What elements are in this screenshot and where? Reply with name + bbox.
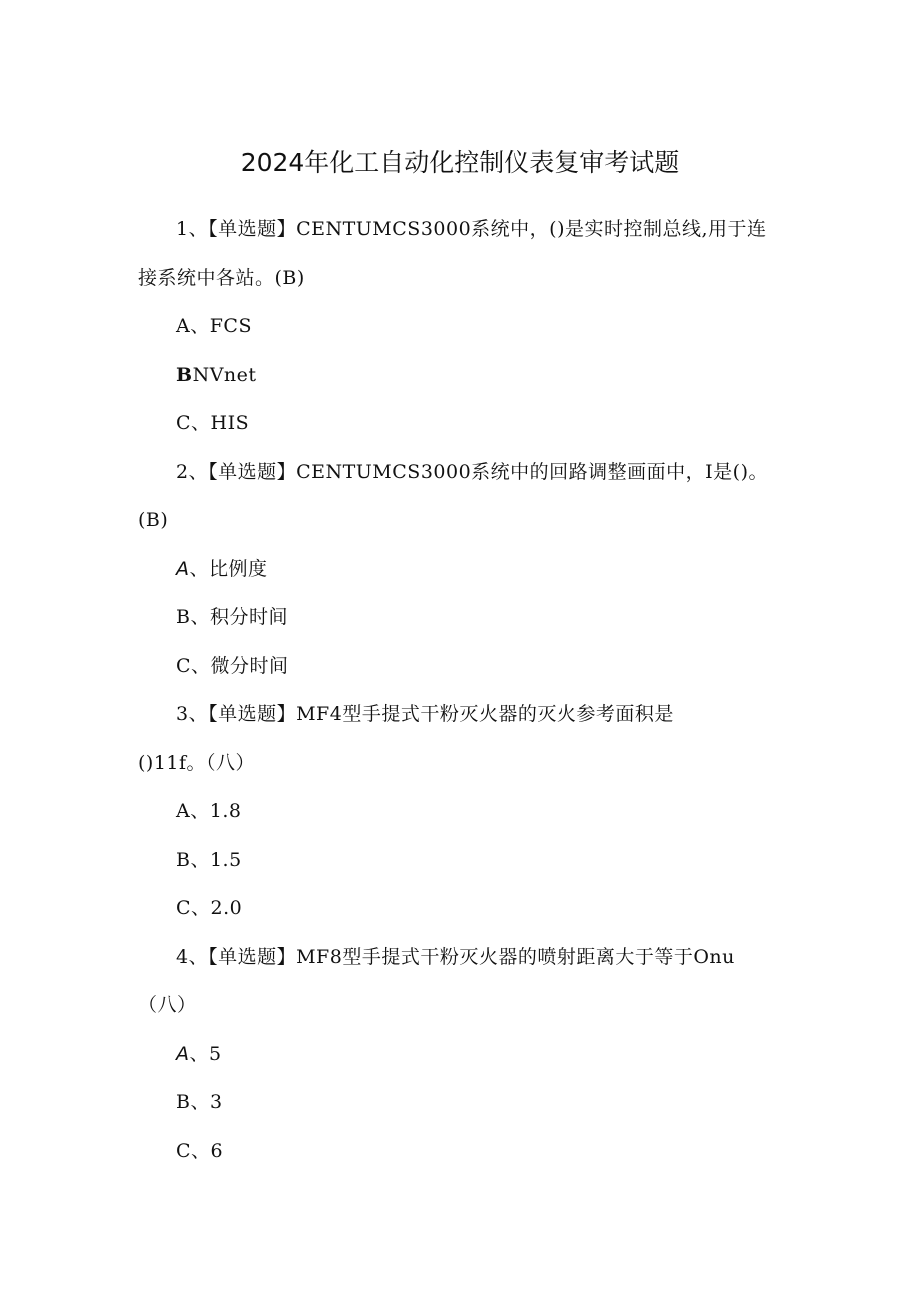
option-label: A xyxy=(176,315,191,337)
option-text: 、微分时间 xyxy=(191,655,289,677)
question-4-option-c xyxy=(176,1136,223,1166)
question-4-text-cont: （八） xyxy=(138,994,197,1016)
question-4-option-a xyxy=(176,1039,222,1069)
question-1-text: 1、【单选题】CENTUMCS3000系统中，()是实时控制总线,用于连 xyxy=(176,218,767,240)
option-label: C xyxy=(176,412,192,434)
option-text: 、1.8 xyxy=(190,800,242,822)
option-label: A xyxy=(176,800,191,822)
question-3-text: 3、【单选题】MF4型手提式干粉灭火器的灭火参考面积是 xyxy=(176,703,674,725)
option-text: 、比例度 xyxy=(189,558,268,580)
option-label: B xyxy=(176,364,193,386)
question-3-option-b xyxy=(176,845,242,875)
option-label: C xyxy=(176,655,192,677)
option-label: B xyxy=(176,606,191,628)
question-4-option-b xyxy=(176,1087,223,1117)
option-label: C xyxy=(176,1140,192,1162)
option-text: 、1.5 xyxy=(190,849,242,871)
option-label: A xyxy=(176,1043,190,1065)
question-1-text-cont: 接系统中各站。(B) xyxy=(138,267,305,289)
question-2-option-c xyxy=(176,651,289,681)
option-text: 、FCS xyxy=(190,315,252,337)
question-2-option-b xyxy=(176,602,288,632)
option-label: B xyxy=(176,849,191,871)
question-2-option-a xyxy=(176,554,268,584)
question-2-text-cont: (B) xyxy=(138,509,169,531)
option-text: 、HIS xyxy=(191,412,250,434)
option-text: 、5 xyxy=(189,1043,222,1065)
option-label: A xyxy=(176,558,190,580)
question-3-option-a xyxy=(176,796,241,826)
option-text: NVnet xyxy=(192,364,257,386)
question-1-option-c xyxy=(176,408,249,438)
option-text: 、2.0 xyxy=(191,897,243,919)
option-label: B xyxy=(176,1091,191,1113)
question-3-text-cont: ()11f。（八） xyxy=(138,752,256,774)
document-title: 2024年化工自动化控制仪表复审考试题 xyxy=(240,148,680,177)
question-4-text: 4、【单选题】MF8型手提式干粉灭火器的喷射距离大于等于Onu xyxy=(176,946,735,968)
option-label: C xyxy=(176,897,192,919)
option-text: 、3 xyxy=(190,1091,223,1113)
option-text: 、积分时间 xyxy=(190,606,288,628)
question-3-option-c xyxy=(176,893,242,923)
question-1-option-a xyxy=(176,311,252,341)
question-2-text: 2、【单选题】CENTUMCS3000系统中的回路调整画面中，I是()。 xyxy=(176,461,768,483)
question-1-option-b xyxy=(176,360,257,390)
option-text: 、6 xyxy=(191,1140,224,1162)
